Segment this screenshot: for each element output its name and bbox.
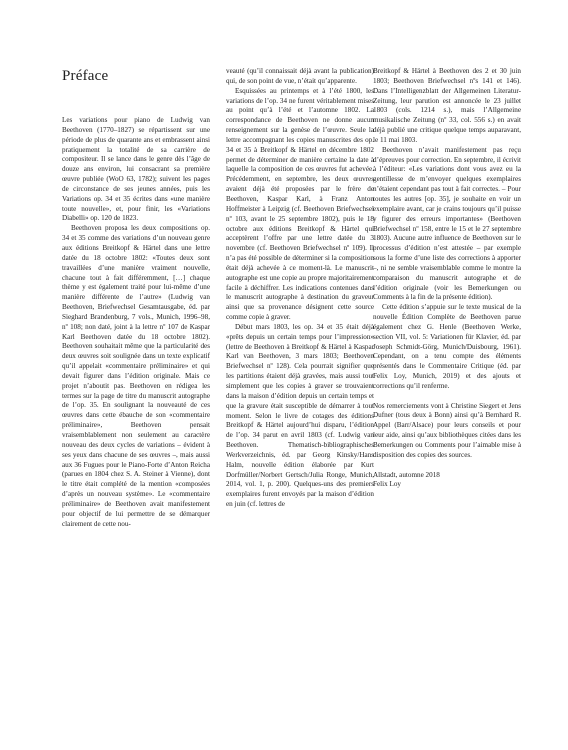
paragraph: Breitkopf & Härtel à Beethoven des 2 et 30 juin 1803; Beethoven Briefwechsel nºs 141 et 146). Dans l’Intelligenzblatt der Allgemeinen Literatur-Zeitung, leur parution est annoncée le 23 juillet 1803 (cols. 1214 s.), mais l’Allgemeine musikalische Zeitung (nº 33, col. 556 s.) en avait déjà publié une critique quelque temps auparavant, le 11 mai 1803. <box>373 67 521 144</box>
paragraph: Début mars 1803, les op. 34 et 35 était déjà «prêts depuis un certain temps pour l’impression» (lettre de Beethoven à Breitkopf & Härtel à Kaspar Karl van Beethoven, 3 mars 1803; Beethoven Briefwechsel nº 128). Cela pourrait signifier que les partitions étaient déjà gravées, mais aussi tout simplement que les copies à graver se trouvaient dans la maison d’édition depuis un certain temps et que la gravure était susceptible de démarrer à tout moment. Selon le livre de cotages des éditions Breitkopf & Härtel aujourd’hui disparu, l’édition de l’op. 34 parut en avril 1803 (cf. Ludwig van Beethoven. Thematisch-bibliographisches Werkverzeichnis, éd. par Georg Kinsky/Hans Halm, nouvelle édition élaborée par Kurt Dorfmüller/Norbert Gertsch/Julia Ronge, Munich, 2014, vol. 1, p. 200). Quelques-uns des premiers exemplaires furent envoyés par la maison d’édition en juin (cf. lettres de <box>226 322 374 509</box>
acknowledgements-paragraph: Nos remerciements vont à Christine Siegert et Jens Dufner (tous deux à Bonn) ainsi qu’à Bernhard R. Appel (Barr/Alsace) pour leurs conseils et pour leur aide, ainsi qu’aux bibliothèques citées dans les Bemerkungen ou Comments pour l’aimable mise à disposition des copies des sources. <box>373 401 521 459</box>
text-column-left <box>62 116 210 529</box>
paragraph: Beethoven proposa les deux compositions op. 34 et 35 comme des variations d’un nouveau genre aux éditions Breitkopf & Härtel dans une lettre datée du 18 octobre 1802: «Toutes deux sont travaillées d’une manière vraiment nouvelle, chacune tout à fait différemment, […] chaque thème y est également traité pour lui-même d’une manière différente de l’autre» (Ludwig van Beethoven, Briefwechsel Gesamtausgabe, éd. par Sieghard Brandenburg, 7 vols., Munich, 1996–98, nº 108; non daté, joint à la lettre nº 107 de Kaspar Karl Beethoven datée du 18 octobre 1802). Beethoven souhaitait même que la particularité des deux œuvres soit soulignée dans un texte explicatif qu’il appelait «commentaire préliminaire» et qui devait figurer dans l’édition originale. Mais ce projet n’aboutit pas. Beethoven en rédigea les termes sur la page de titre du manuscrit autographe de l’op. 35. En soulignant la nouveauté de ces œuvres dans cette ébauche de son «commentaire préliminaire», Beethoven pensait vraisemblablement non seulement au caractère nouveau des deux cycles de variations – évident à ses yeux dans chacune de ses œuvres –, mais aussi aux 36 Fugues pour le Piano-Forte d’Anton Reicha (parues en 1804 chez S. A. Steiner à Vienne), dont le titre était complété de la mention «composées d’après un nouveau système». Le «commentaire préliminaire» de Beethoven avait manifestement pour objectif de lui permettre de se démarquer clairement de cette nou- <box>62 224 210 528</box>
paragraph: Cette édition s’appuie sur le texte musical de la nouvelle Édition Complète de Beethoven parue également chez G. Henle (Beethoven Werke, section VII, vol. 5: Variationen für Klavier, éd. par Joseph Schmidt-Görg, Munich/Duisbourg, 1961). Cependant, on a tenu compte des éléments présentés dans le Commentaire Critique (éd. par Felix Loy, Munich, 2019) et des ajouts et corrections qu’il renferme. <box>373 303 521 390</box>
text-column-middle <box>226 67 374 510</box>
paragraph: Esquissées au printemps et à l’été 1800, les variations de l’op. 34 ne furent véritablement mises au point qu’à l’été et l’automne 1802. La correspondance de Beethoven ne donne aucun renseignement sur la genèse de l’œuvre. Seule la lettre accompagnant les copies manuscrites des op. 34 et 35 à Breitkopf & Härtel en décembre 1802 permet de déterminer de manière certaine la date à laquelle la composition de ces œuvres fut achevée. Précédemment, en septembre, les deux œuvres avaient déjà été proposées par le frère de Beethoven, Kaspar Karl, à Franz Anton Hoffmeister à Leipzig (cf. Beethoven Briefwechsel nº 103, avant le 25 septembre 1802), puis le 18 octobre aux éditions Breitkopf & Härtel qui acceptèrent l’offre par une lettre datée du 3 novembre (cf. Beethoven Briefwechsel nº 109). Il n’a pas été possible de déterminer si la composition était déjà achevée à ce moment-là. Le manuscrit autographe est une copie au propre majoritairement facile à déchiffrer. Les indications contenues dans le manuscrit autographe à destination du graveur ainsi que sa provenance désignent cette source comme copie à graver. <box>226 86 374 322</box>
paragraph: veauté (qu’il connaissait déjà avant la publication) qui, de son point de vue, n’était qu’apparente. <box>226 67 374 85</box>
page-title: Préface <box>62 68 109 84</box>
paragraph: Beethoven n’avait manifestement pas reçu d’épreuves pour correction. En septembre, il écrivit à l’éditeur: «Les variations dont vous avez eu la gentillesse de m’envoyer quelques exemplaires n’étaient cependant pas tout à fait correctes. – Pour toutes les autres [op. 35], je souhaite en voir un exemplaire avant, car je crains toujours qu’il puisse y figurer des erreurs importantes» (Beethoven Briefwechsel nº 158, entre le 15 et le 27 septembre 1803). Aucune autre influence de Beethoven sur le processus d’édition n’est attestée – par exemple sous la forme d’une liste des corrections à apporter –, ni ne semble vraisemblable comme le montre la comparaison du manuscrit autographe et de l’édition originale (voir les Bemerkungen ou Comments à la fin de la présente édition). <box>373 145 521 302</box>
text-column-right <box>373 67 521 490</box>
paragraph: Les variations pour piano de Ludwig van Beethoven (1770–1827) se répartissent sur une période de plus de quarante ans et embrassent ainsi pratiquement la totalité de sa carrière de compositeur. Il se lance dans le genre dès l’âge de douze ans environ, lui consacrant sa première œuvre publiée (WoO 63, 1782); suivent les pages de circonstance de ses jeunes années, puis les Variations op. 34 et 35 écrites dans «une manière toute nouvelle», et, pour finir, les «Variations Diabelli» op. 120 de 1823. <box>62 116 210 223</box>
place-date: Allstadt, automne 2018 <box>373 470 440 479</box>
author-signature: Felix Loy <box>373 480 401 489</box>
